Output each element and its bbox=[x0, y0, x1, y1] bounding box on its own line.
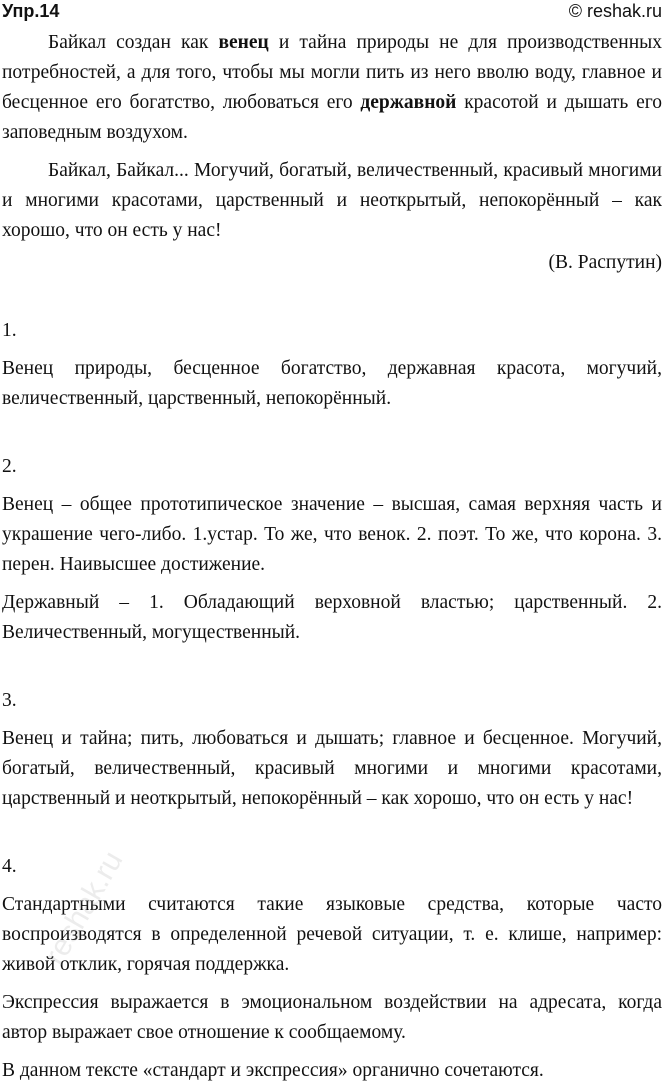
source-paragraph-2: Байкал, Байкал... Могучий, богатый, величественный, красивый многими и многими красотами, царственный и неоткрытый, непокорённый – как хорошо, что он есть у нас! bbox=[2, 160, 662, 241]
bold-word-venets: венец bbox=[218, 32, 269, 53]
answer-4-text-2: Экспрессия выражается в эмоциональном воздействии на адресата, когда автор выражает свое отношение к сообщаемому. bbox=[2, 992, 662, 1043]
source-p1-after: красотой и дышать его заповедным воздухом. bbox=[2, 92, 663, 143]
watermark: reshak.ru bbox=[38, 845, 130, 971]
answer-1-text: Венец природы, бесценное богатство, державная красота, могучий, величественный, царственный, непокорённый. bbox=[2, 358, 662, 409]
header bbox=[2, 0, 662, 28]
answer-3-text: Венец и тайна; пить, любоваться и дышать; главное и бесценное. Могучий, богатый, величественный, красивый многими и многими красотами, царственный и неоткрытый, непокорённый – как хорошо, что он есть у нас! bbox=[2, 728, 662, 809]
exercise-title: Упр.14 bbox=[2, 1, 60, 21]
source-p1-middle: и тайна природы не для производственных потребностей, а для того, чтобы мы могли пить из него вволю воду, главное и бесценное его богатство, любоваться его bbox=[2, 32, 662, 113]
answer-4-text-1: Стандартными считаются такие языковые средства, которые часто воспроизводятся в определенной речевой ситуации, т. е. клише, например: живой отклик, горячая поддержка. bbox=[2, 894, 662, 975]
answer-4-text-3: В данном тексте «стандарт и экспрессия» органично сочетаются. bbox=[2, 1060, 544, 1081]
source-paragraph-1 bbox=[2, 28, 662, 148]
answer-2-text-1: Венец – общее прототипическое значение – высшая, самая верхняя часть и украшение чего-либо. 1.устар. То же, что венок. 2. поэт. То же, что корона. 3. перен. Наивысшее достижение. bbox=[2, 494, 662, 575]
site-credit: © reshak.ru bbox=[568, 1, 662, 21]
answer-3-number: 3. bbox=[2, 690, 17, 711]
answer-2-text-2: Державный – 1. Обладающий верховной властью; царственный. 2. Величественный, могущественный. bbox=[2, 592, 662, 643]
answer-1-number: 1. bbox=[2, 320, 17, 341]
answer-2-number: 2. bbox=[2, 456, 17, 477]
bold-word-derzhavnoy: державной bbox=[360, 92, 457, 113]
answer-4-number: 4. bbox=[2, 856, 17, 877]
source-author: (В. Распутин) bbox=[548, 252, 662, 273]
source-p1-before: Байкал создан как bbox=[48, 32, 219, 53]
